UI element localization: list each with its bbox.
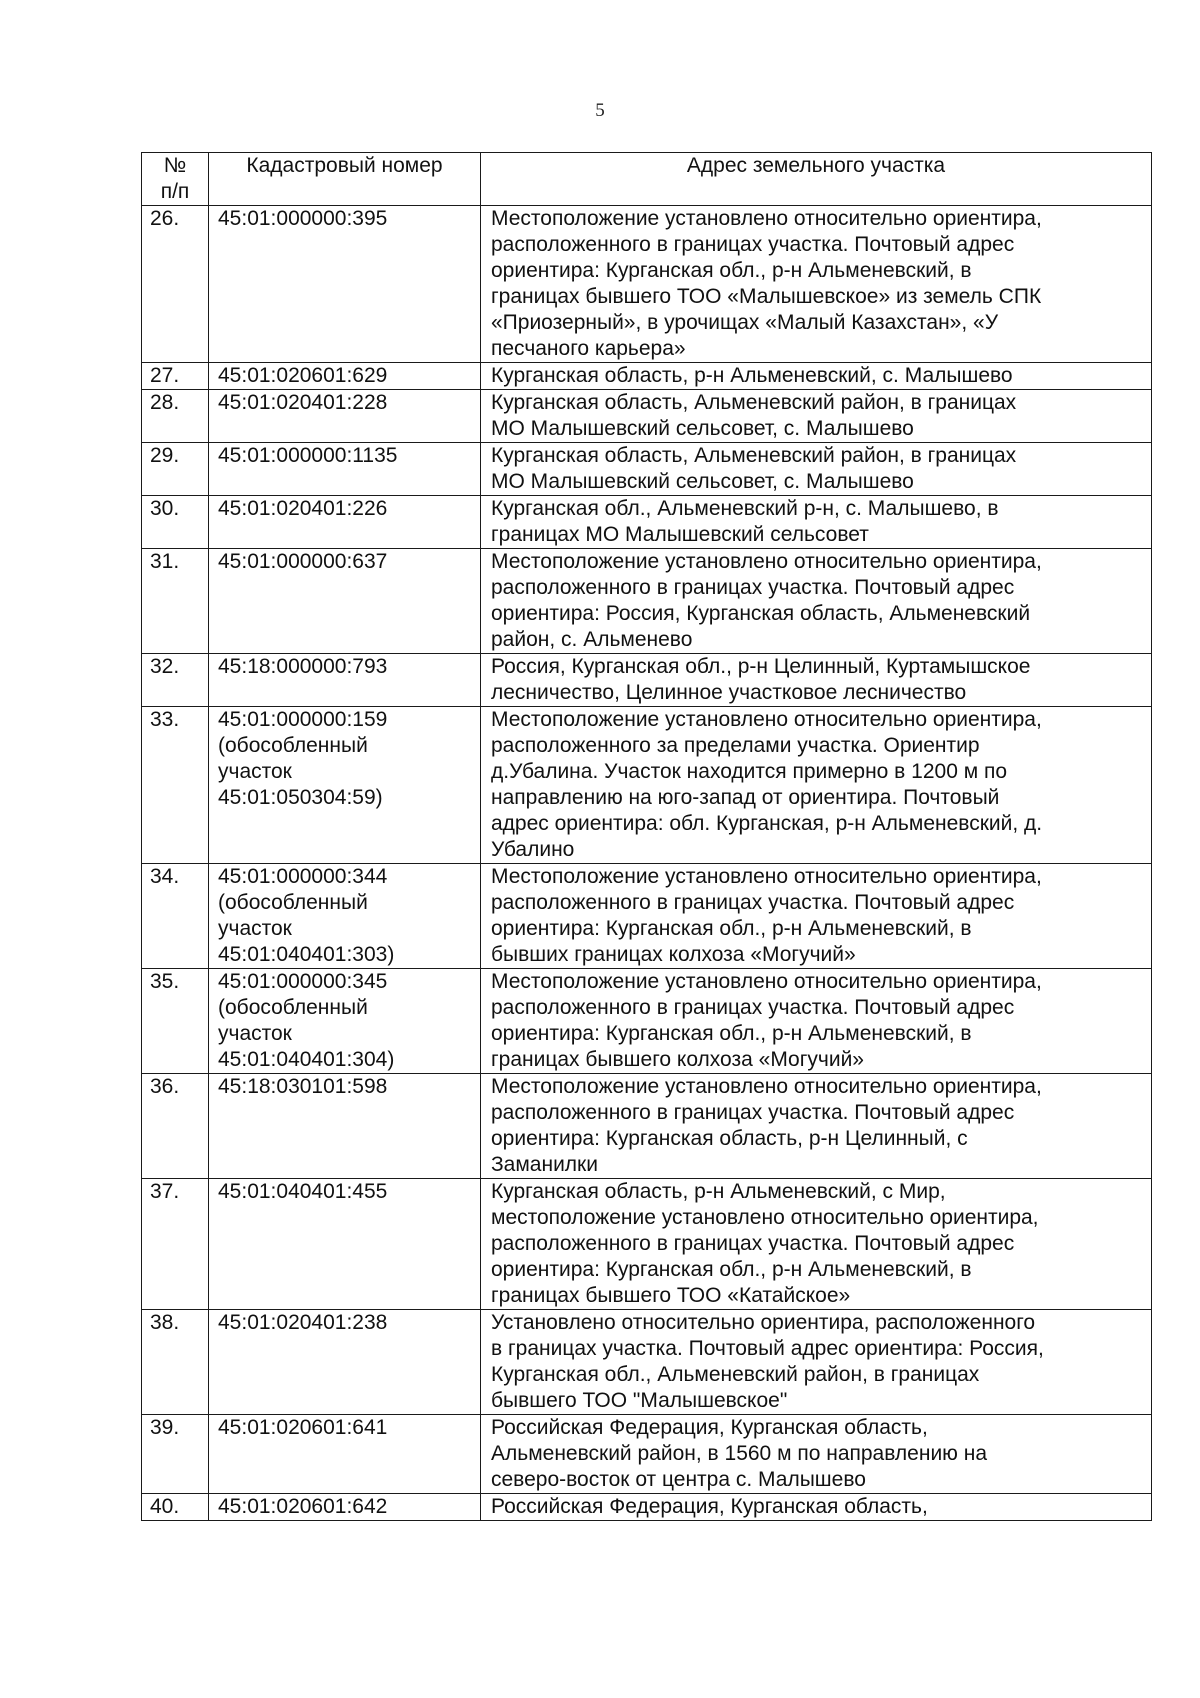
cadastral-number-cell: 45:01:020401:228 xyxy=(209,390,481,443)
row-number-cell: 33. xyxy=(142,707,209,864)
page-number: 5 xyxy=(595,100,605,121)
row-number-cell: 34. xyxy=(142,864,209,969)
table-row xyxy=(142,206,1152,363)
table-row xyxy=(142,443,1152,496)
table-row xyxy=(142,1074,1152,1179)
cadastral-number-cell: 45:01:000000:345 (обособленный участок 45:01:040401:304) xyxy=(209,969,481,1074)
table-row xyxy=(142,390,1152,443)
cadastral-number-cell: 45:01:020601:629 xyxy=(209,363,481,390)
row-number-cell: 27. xyxy=(142,363,209,390)
address-cell: Местоположение установлено относительно ориентира, расположенного в границах участка. Почтовый адрес ориентира: Курганская обл., р-н Альменевский, в бывших границах колхоза «Могучий» xyxy=(481,864,1152,969)
address-cell: Курганская обл., Альменевский р-н, с. Малышево, в границах МО Малышевский сельсовет xyxy=(481,496,1152,549)
parcel-table xyxy=(141,152,1152,1521)
cadastral-number-cell: 45:01:020601:642 xyxy=(209,1494,481,1521)
table-row xyxy=(142,1494,1152,1521)
cadastral-number-cell: 45:01:000000:344 (обособленный участок 45:01:040401:303) xyxy=(209,864,481,969)
table-row xyxy=(142,1415,1152,1494)
address-cell: Курганская область, Альменевский район, в границах МО Малышевский сельсовет, с. Малышево xyxy=(481,390,1152,443)
address-cell: Местоположение установлено относительно ориентира, расположенного в границах участка. Почтовый адрес ориентира: Курганская область, р-н Целинный, с Заманилки xyxy=(481,1074,1152,1179)
address-cell: Местоположение установлено относительно ориентира, расположенного в границах участка. Почтовый адрес ориентира: Россия, Курганская область, Альменевский район, с. Альменево xyxy=(481,549,1152,654)
address-cell: Курганская область, Альменевский район, в границах МО Малышевский сельсовет, с. Малышево xyxy=(481,443,1152,496)
address-cell: Россия, Курганская обл., р-н Целинный, Куртамышское лесничество, Целинное участковое лесничество xyxy=(481,654,1152,707)
address-cell: Местоположение установлено относительно ориентира, расположенного в границах участка. Почтовый адрес ориентира: Курганская обл., р-н Альменевский, в границах бывшего колхоза «Могучий» xyxy=(481,969,1152,1074)
row-number-cell: 31. xyxy=(142,549,209,654)
row-number-cell: 35. xyxy=(142,969,209,1074)
table-body xyxy=(142,206,1152,1521)
header-cadastral-number: Кадастровый номер xyxy=(209,153,481,206)
table-row xyxy=(142,1179,1152,1310)
cadastral-number-cell: 45:01:020601:641 xyxy=(209,1415,481,1494)
cadastral-number-cell: 45:18:030101:598 xyxy=(209,1074,481,1179)
cadastral-number-cell: 45:18:000000:793 xyxy=(209,654,481,707)
cadastral-number-cell: 45:01:000000:637 xyxy=(209,549,481,654)
row-number-cell: 37. xyxy=(142,1179,209,1310)
table-row xyxy=(142,496,1152,549)
address-cell: Российская Федерация, Курганская область, xyxy=(481,1494,1152,1521)
row-number-cell: 28. xyxy=(142,390,209,443)
row-number-cell: 30. xyxy=(142,496,209,549)
cadastral-number-cell: 45:01:040401:455 xyxy=(209,1179,481,1310)
table-row xyxy=(142,969,1152,1074)
row-number-cell: 38. xyxy=(142,1310,209,1415)
header-address: Адрес земельного участка xyxy=(481,153,1152,206)
row-number-cell: 39. xyxy=(142,1415,209,1494)
cadastral-number-cell: 45:01:000000:159 (обособленный участок 45:01:050304:59) xyxy=(209,707,481,864)
cadastral-number-cell: 45:01:000000:1135 xyxy=(209,443,481,496)
table-row xyxy=(142,654,1152,707)
cadastral-number-cell: 45:01:020401:226 xyxy=(209,496,481,549)
row-number-cell: 40. xyxy=(142,1494,209,1521)
row-number-cell: 26. xyxy=(142,206,209,363)
address-cell: Местоположение установлено относительно ориентира, расположенного в границах участка. Почтовый адрес ориентира: Курганская обл., р-н Альменевский, в границах бывшего ТОО «Малышевское» из земель СПК «Приозерный», в урочищах «Малый Казахстан», «У песчаного карьера» xyxy=(481,206,1152,363)
table-row xyxy=(142,707,1152,864)
header-row-number: № п/п xyxy=(142,153,209,206)
table-row xyxy=(142,363,1152,390)
table-header-row xyxy=(142,153,1152,206)
row-number-cell: 29. xyxy=(142,443,209,496)
row-number-cell: 32. xyxy=(142,654,209,707)
table-row xyxy=(142,549,1152,654)
address-cell: Установлено относительно ориентира, расположенного в границах участка. Почтовый адрес ориентира: Россия, Курганская обл., Альменевский район, в границах бывшего ТОО "Малышевское" xyxy=(481,1310,1152,1415)
cadastral-number-cell: 45:01:020401:238 xyxy=(209,1310,481,1415)
table-row xyxy=(142,864,1152,969)
address-cell: Российская Федерация, Курганская область, Альменевский район, в 1560 м по направлению на северо-восток от центра с. Малышево xyxy=(481,1415,1152,1494)
address-cell: Курганская область, р-н Альменевский, с. Малышево xyxy=(481,363,1152,390)
table-row xyxy=(142,1310,1152,1415)
address-cell: Местоположение установлено относительно ориентира, расположенного за пределами участка. Ориентир д.Убалина. Участок находится примерно в 1200 м по направлению на юго-запад от ориентира. Почтовый адрес ориентира: обл. Курганская, р-н Альменевский, д. Убалино xyxy=(481,707,1152,864)
address-cell: Курганская область, р-н Альменевский, с Мир, местоположение установлено относительно ориентира, расположенного в границах участка. Почтовый адрес ориентира: Курганская обл., р-н Альменевский, в границах бывшего ТОО «Катайское» xyxy=(481,1179,1152,1310)
cadastral-number-cell: 45:01:000000:395 xyxy=(209,206,481,363)
row-number-cell: 36. xyxy=(142,1074,209,1179)
